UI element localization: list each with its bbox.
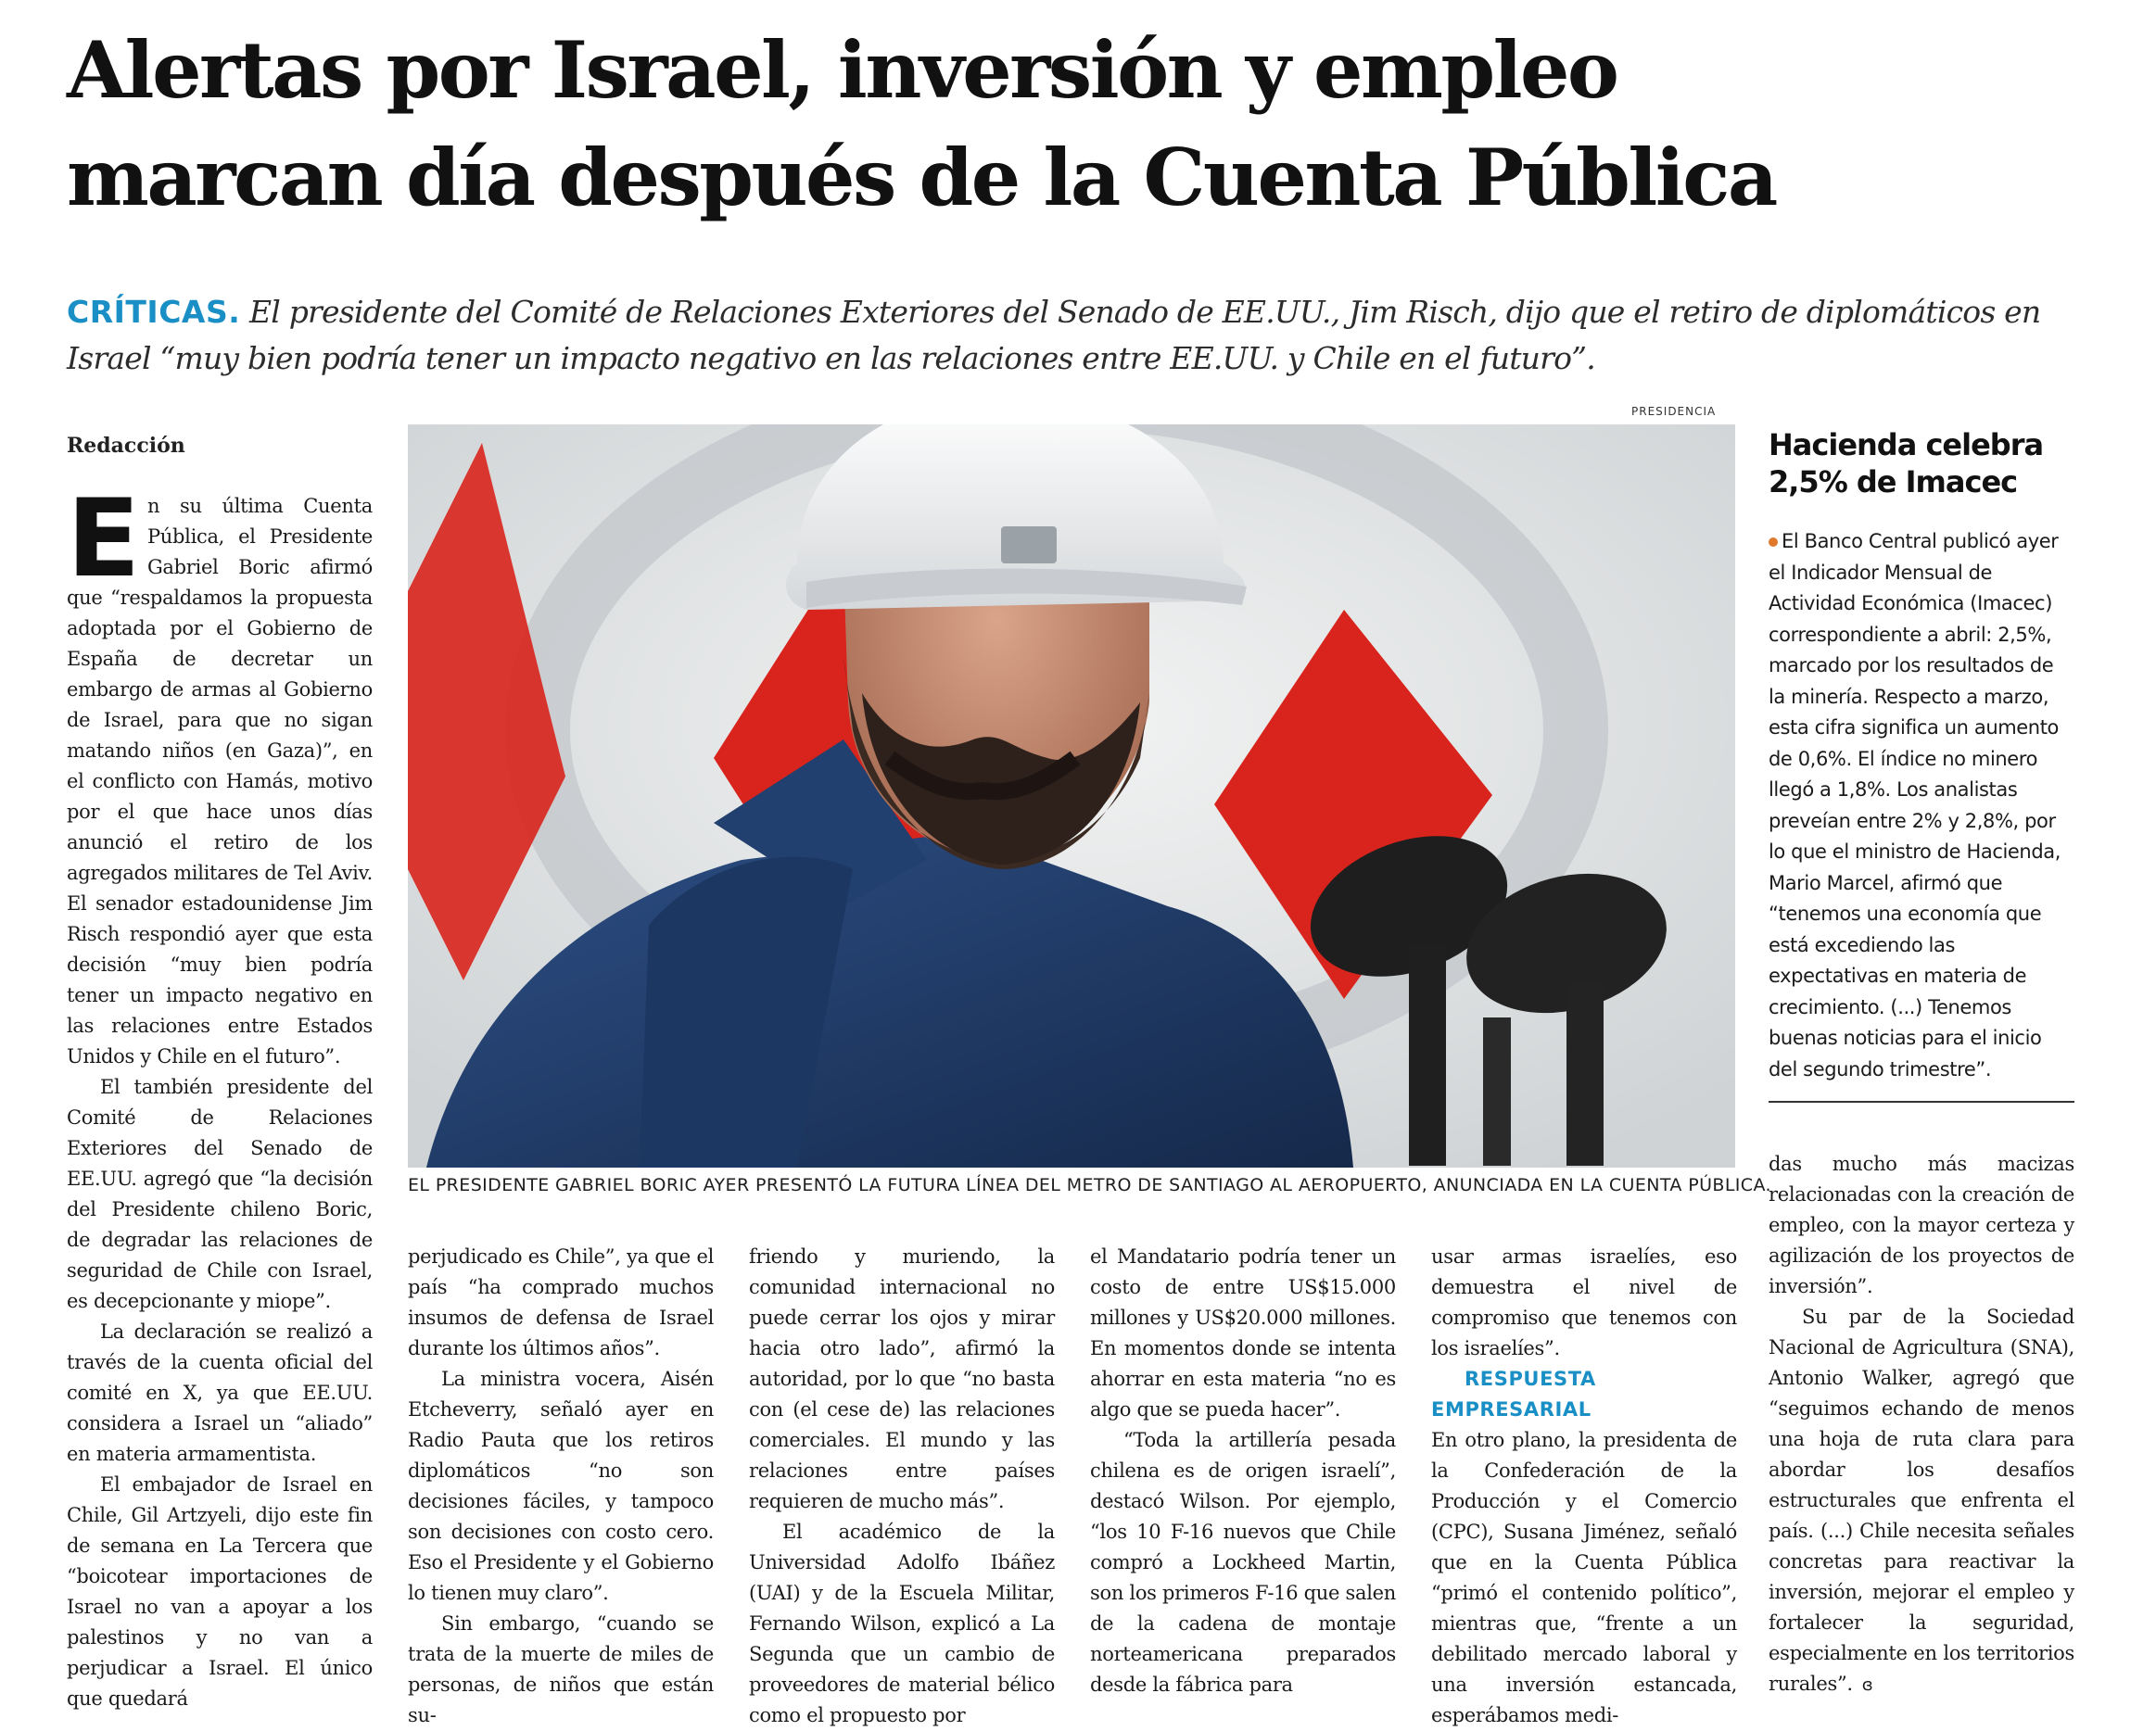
paragraph-text: n su última Cuenta Pública, el Presidente Gabriel Boric afirmó que “respaldamos la propuesta adoptada por el Gobierno de España de decretar un embargo de armas al Gobierno de Israel, para que no sigan matando niños (en Gaza)”, en el conflicto con Hamás, motivo por el que hace unos días anunció el retiro de los agregados militares de Tel Aviv. El senador estadounidense Jim Risch respondió ayer que esta decisión “muy bien podría tener un impacto negativo en las relaciones entre Estados Unidos y Chile en el futuro”. [67, 495, 373, 1068]
subheading: RESPUESTA EMPRESARIAL [1431, 1368, 1596, 1421]
paragraph [1769, 1302, 2074, 1700]
end-mark-icon: ɞ [1861, 1675, 1873, 1695]
column-6 [1769, 1149, 2074, 1700]
deck-text: El presidente del Comité de Relaciones Exteriores del Senado de EE.UU., Jim Risch, dijo que el retiro de diplomáticos en Israel “muy bien podría tener un impacto negativo en las relaciones entre EE.UU. y Chile en el futuro”. [67, 294, 2041, 376]
column-5 [1431, 1242, 1737, 1731]
paragraph: friendo y muriendo, la comunidad internacional no puede cerrar los ojos y mirar hacia otro lado”, afirmó la autoridad, por lo que “no basta con (el cese de) las relaciones comerciales. El mundo y las relaciones entre países requieren de mucho más”. [749, 1245, 1055, 1512]
byline: Redacción [67, 434, 185, 458]
paragraph: das mucho más macizas relacionadas con la creación de empleo, con la mayor certeza y agilización de los proyectos de inversión”. [1769, 1153, 2074, 1297]
paragraph: Sin embargo, “cuando se trata de la muerte de miles de personas, de niños que están su- [408, 1612, 714, 1726]
paragraph: el Mandatario podría tener un costo de entre US$15.000 millones y US$20.000 millones. En momentos donde se intenta ahorrar en esta materia “no es algo que se pueda hacer”. [1090, 1245, 1396, 1421]
headline [67, 17, 2097, 232]
sidebar-text: El Banco Central publicó ayer el Indicador Mensual de Actividad Económica (Imacec) correspondiente a abril: 2,5%, marcado por los resultados de la minería. Respecto a marzo, esta cifra significa un aumento de 0,6%. El índice no minero llegó a 1,8%. Los analistas preveían entre 2% y 2,8%, por lo que el ministro de Hacienda, Mario Marcel, afirmó que “tenemos una economía que está excediendo las expectativas en materia de crecimiento. (...) Tenemos buenas noticias para el inicio del segundo trimestre”. [1769, 530, 2061, 1080]
paragraph: usar armas israelíes, eso demuestra el nivel de compromiso que tenemos con los israelíes”. [1431, 1245, 1737, 1359]
headline-line-2: marcan día después de la Cuenta Pública [67, 132, 1776, 223]
paragraph: perjudicado es Chile”, ya que el país “ha comprado muchos insumos de defensa de Israel durante los últimos años”. [408, 1245, 714, 1359]
paragraph: El embajador de Israel en Chile, Gil Artzyeli, dijo este fin de semana en La Tercera que “boicotear importaciones de Israel no van a apoyar a los palestinos y no van a perjudicar a Israel. El único que quedará [67, 1473, 373, 1710]
paragraph: La declaración se realizó a través de la cuenta oficial del comité en X, ya que EE.UU. considera a Israel un “aliado” en materia armamentista. [67, 1320, 373, 1465]
column-2 [408, 1242, 714, 1731]
paragraph: El también presidente del Comité de Relaciones Exteriores del Senado de EE.UU. agregó que “la decisión del Presidente chileno Boric, de degradar las relaciones de seguridad de Chile con Israel, es decepcionante y miope”. [67, 1076, 373, 1312]
column-4 [1090, 1242, 1396, 1700]
article-photo [408, 424, 1735, 1168]
headline-line-1: Alertas por Israel, inversión y empleo [67, 24, 1617, 116]
photo-credit: PRESIDENCIA [1631, 405, 1717, 418]
photo-illustration [408, 424, 1735, 1168]
sidebar-divider [1769, 1101, 2074, 1103]
column-3 [749, 1242, 1055, 1731]
bullet-icon [1769, 537, 1778, 547]
paragraph-text: Su par de la Sociedad Nacional de Agricultura (SNA), Antonio Walker, agregó que “seguimos echando de menos una hoja de ruta clara para abordar los desafíos estructurales que enfrenta el país. (...) Chile necesita señales concretas para reactivar la inversión, mejorar el empleo y fortalecer la seguridad, especialmente en los territorios rurales”. [1769, 1306, 2074, 1695]
drop-cap: E [67, 476, 140, 601]
sidebar-body [1769, 526, 2063, 1085]
deck-kicker: CRÍTICAS. [67, 294, 241, 330]
photo-caption: EL PRESIDENTE GABRIEL BORIC AYER PRESENTÓ LA FUTURA LÍNEA DEL METRO DE SANTIAGO AL AEROPUERTO, ANUNCIADA EN LA CUENTA PÚBLICA. [408, 1175, 1771, 1195]
paragraph: La ministra vocera, Aisén Etcheverry, señaló ayer en Radio Pauta que los retiros diplomáticos “no son decisiones fáciles, y tampoco son decisiones con costo cero. Eso el Presidente y el Gobierno lo tienen muy claro”. [408, 1368, 714, 1604]
paragraph: En otro plano, la presidenta de la Confederación de la Producción y el Comercio (CPC), Susana Jiménez, señaló que en la Cuenta Pública “primó el contenido político”, mientras que, “frente a un debilitado mercado laboral y una inversión estancada, esperábamos medi- [1431, 1429, 1737, 1726]
paragraph: El académico de la Universidad Adolfo Ibáñez (UAI) y de la Escuela Militar, Fernando Wilson, explicó a La Segunda que un cambio de proveedores de material bélico como el propuesto por [749, 1521, 1055, 1726]
deck [67, 289, 2087, 382]
paragraph [67, 476, 373, 1072]
column-1 [67, 476, 373, 1714]
sidebar-title: Hacienda celebra 2,5% de Imacec [1769, 427, 2044, 499]
paragraph: “Toda la artillería pesada chilena es de origen israelí”, destacó Wilson. Por ejemplo, “los 10 F-16 nuevos que Chile compró a Lockheed Martin, son los primeros F-16 que salen de la cadena de montaje norteamericana preparados desde la fábrica para [1090, 1429, 1396, 1696]
